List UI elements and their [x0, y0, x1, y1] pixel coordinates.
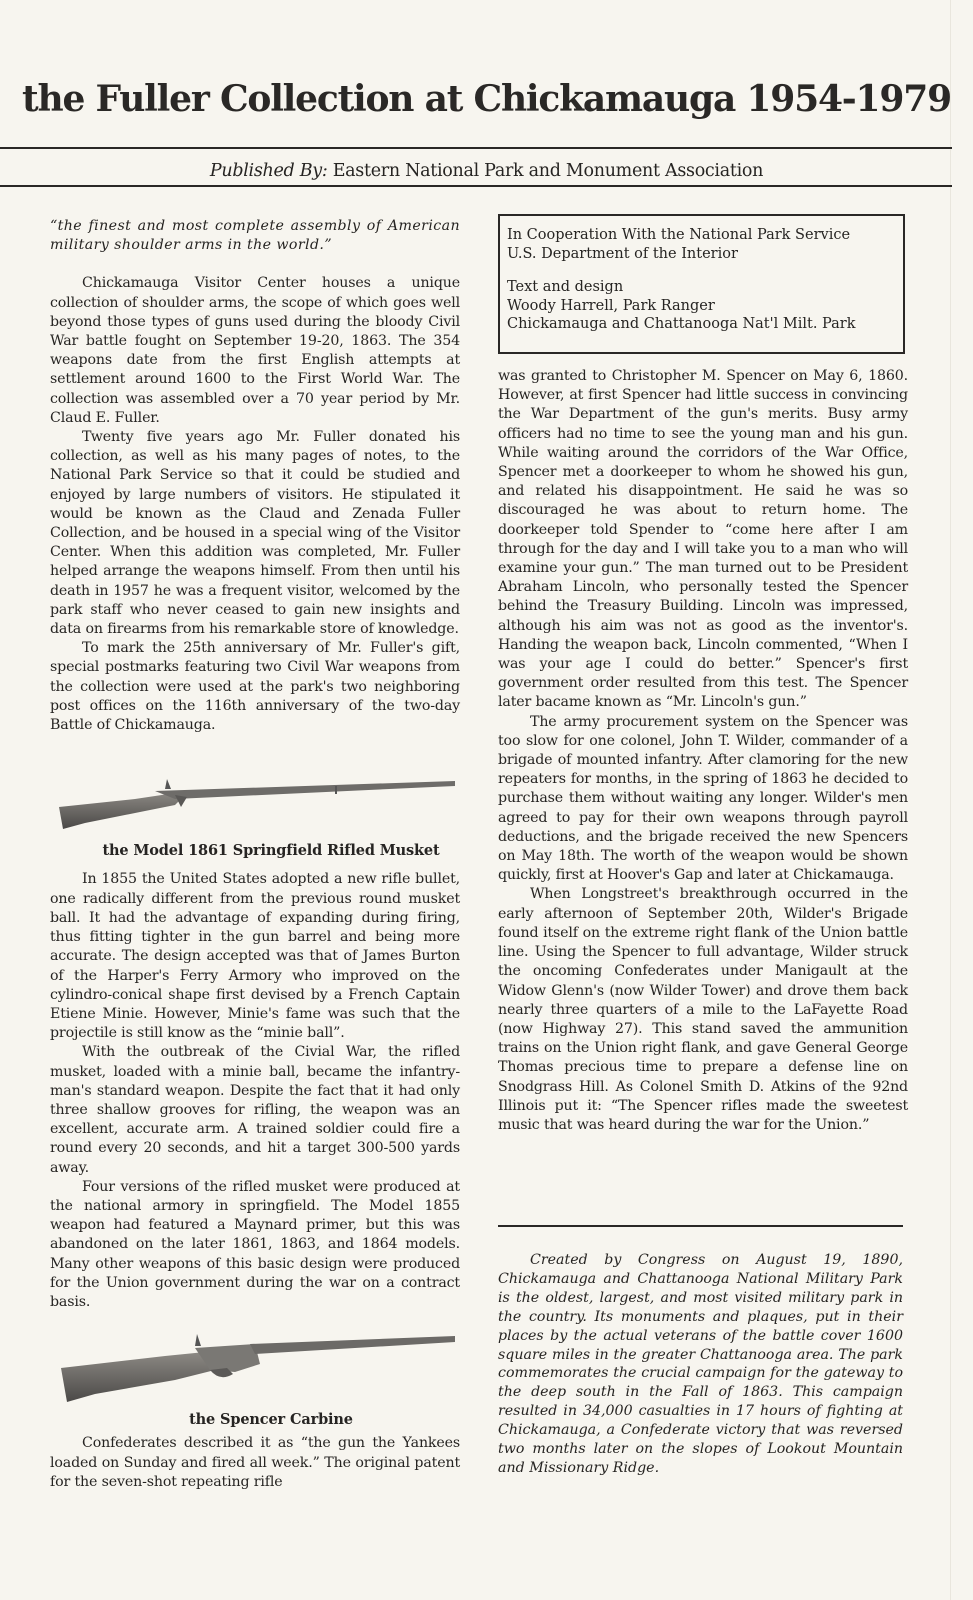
- paragraph: The army procurement system on the Spencer was too slow for one colonel, John T. Wilder, commander of a brigade of mounted infantry. After clamoring for the new repeaters for months, in the spring of 1863 he decided to purchase them without waiting any longer. Wilder's men agreed to pay for their own weapons through payroll deductions, and the brigade received the new Spencers on May 18th. The worth of the weapon would be shown quickly, first at Hoover's Gap and later at Chickamauga.: [498, 713, 908, 884]
- document-title: the Fuller Collection at Chickamauga 1954-1979: [22, 78, 951, 120]
- left-column: [50, 217, 460, 1492]
- credit-line: In Cooperation With the National Park Service: [507, 227, 851, 243]
- publisher-line: [0, 161, 973, 181]
- credit-line: Woody Harrell, Park Ranger: [507, 297, 715, 314]
- paragraph: To mark the 25th anniversary of Mr. Fuller's gift, special postmarks featuring two Civil War weapons from the collection were used at the park's two neighboring post offices on the 116th anniversary of the two-day Battle of Chickamauga.: [50, 640, 460, 734]
- credit-line: U.S. Department of the Interior: [507, 245, 738, 262]
- paragraph: Chickamauga Visitor Center houses a unique collection of shoulder arms, the scope of which goes well beyond those types of guns used during the bloody Civil War battle fought on September 19-20, 1863. The 354 weapons date from the first English attempts at settlement around 1600 to the First World War. The collection was assembled over a 70 year period by Mr. Claud E. Fuller.: [50, 275, 460, 426]
- section-divider: [498, 1225, 903, 1227]
- collection-quote: “the finest and most complete assembly of American military shoulder arms in the world.”: [50, 218, 460, 254]
- credit-line: Chickamauga and Chattanooga Nat'l Milt. Park: [507, 316, 856, 332]
- header-rule-bottom: [0, 185, 952, 187]
- paragraph: Four versions of the rifled musket were produced at the national armory in springfield. The Model 1855 weapon had featured a Maynard primer, but this was abandoned on the later 1861, 1863, and 1864 models. Many other weapons of this basic design were produced for the Union government during the war on a contract basis.: [50, 1178, 460, 1310]
- park-note-text: Created by Congress on August 19, 1890, Chickamauga and Chattanooga National Military Park is the oldest, largest, and most visited military park in the country. Its monuments and plaques, put in their places by the actual veterans of the battle cover 1600 square miles in the greater Chattanooga area. The park commemorates the crucial campaign for the gateway to the deep south in the Fall of 1863. This campaign resulted in 34,000 casualties in 17 hours of fighting at Chickamauga, a Confederate victory that was reversed two months later on the slopes of Lookout Mountain and Missionary Ridge.: [498, 1252, 903, 1476]
- publisher-label: Published By:: [209, 161, 328, 181]
- paragraph: was granted to Christopher M. Spencer on May 6, 1860. However, at first Spencer had little success in convincing the War Department of the gun's merits. Busy army officers had no time to see the young man and his gun. While waiting around the corridors of the War Office, Spencer met a doorkeeper to whom he showed his gun, and related his disappointment. He said he was so discouraged he was about to return home. The doorkeeper told Spender to “come here after I am through for the day and I will take you to a man who will examine your gun.” The man turned out to be President Abraham Lincoln, who personally tested the Spencer behind the Treasury Building. Lincoln was impressed, although his aim was not as good as the inventor's. Handing the weapon back, Lincoln commented, “When I was your age I could do better.” Spencer's first government order resulted from this test. The Spencer later bacame known as “Mr. Lincoln's gun.”: [498, 368, 908, 711]
- spencer-caption: the Spencer Carbine: [189, 1411, 353, 1429]
- credit-box: [498, 214, 905, 354]
- paragraph: In 1855 the United States adopted a new rifle bullet, one radically different from the previous round musket ball. It had the advantage of expanding during firing, thus fitting tighter in the gun barrel and being more accurate. The design accepted was that of James Burton of the Harper's Ferry Armory who improved on the cylindro-conical shape first devised by a French Captain Etiene Minie. However, Minie's fame was such that the projectile is still know as the “minie ball”.: [50, 871, 460, 1042]
- paragraph: With the outbreak of the Civial War, the rifled musket, loaded with a minie ball, became the infantry-man's standard weapon. Despite the fact that it had only three shallow grooves for rifling, the weapon was an excellent, accurate arm. A trained soldier could fire a round every 20 seconds, and hit a target 300-500 yards away.: [50, 1044, 460, 1176]
- page-edge: [950, 0, 951, 1600]
- credit-line: Text and design: [507, 279, 624, 295]
- right-column: [498, 367, 908, 1135]
- paragraph: When Longstreet's breakthrough occurred in the early afternoon of September 20th, Wilder's Brigade found itself on the extreme right flank of the Union battle line. Using the Spencer to full advantage, Wilder struck the oncoming Confederates under Manigault at the Widow Glenn's (now Wilder Tower) and drove them back nearly three quarters of a mile to the LaFayette Road (now Highway 27). This stand saved the ammunition trains on the Union right flank, and gave General George Thomas precious time to prepare a defense line on Snodgrass Hill. As Colonel Smith D. Atkins of the 92nd Illinois put it: “The Spencer rifles made the sweetest music that was heard during the war for the Union.”: [498, 886, 908, 1133]
- paragraph: Twenty five years ago Mr. Fuller donated his collection, as well as his many pages of notes, to the National Park Service so that it could be studied and enjoyed by large numbers of visitors. He stipulated it would be known as the Claud and Zenada Fuller Collection, and be housed in a special wing of the Visitor Center. When this addition was completed, Mr. Fuller helped arrange the weapons himself. From then until his death in 1957 he was a frequent visitor, welcomed by the park staff who never ceased to gain new insights and data on firearms from his remarkable store of knowledge.: [50, 429, 460, 638]
- park-note: [498, 1251, 903, 1478]
- header-rule-top: [0, 147, 952, 149]
- publisher-name: Eastern National Park and Monument Association: [332, 161, 764, 181]
- spencer-carbine-icon: [55, 1330, 455, 1410]
- springfield-caption: the Model 1861 Springfield Rifled Musket: [102, 842, 440, 860]
- paragraph: Confederates described it as “the gun the Yankees loaded on Sunday and fired all week.” The original patent for the seven-shot repeating rifle: [50, 1435, 460, 1490]
- springfield-rifle-icon: [55, 773, 455, 833]
